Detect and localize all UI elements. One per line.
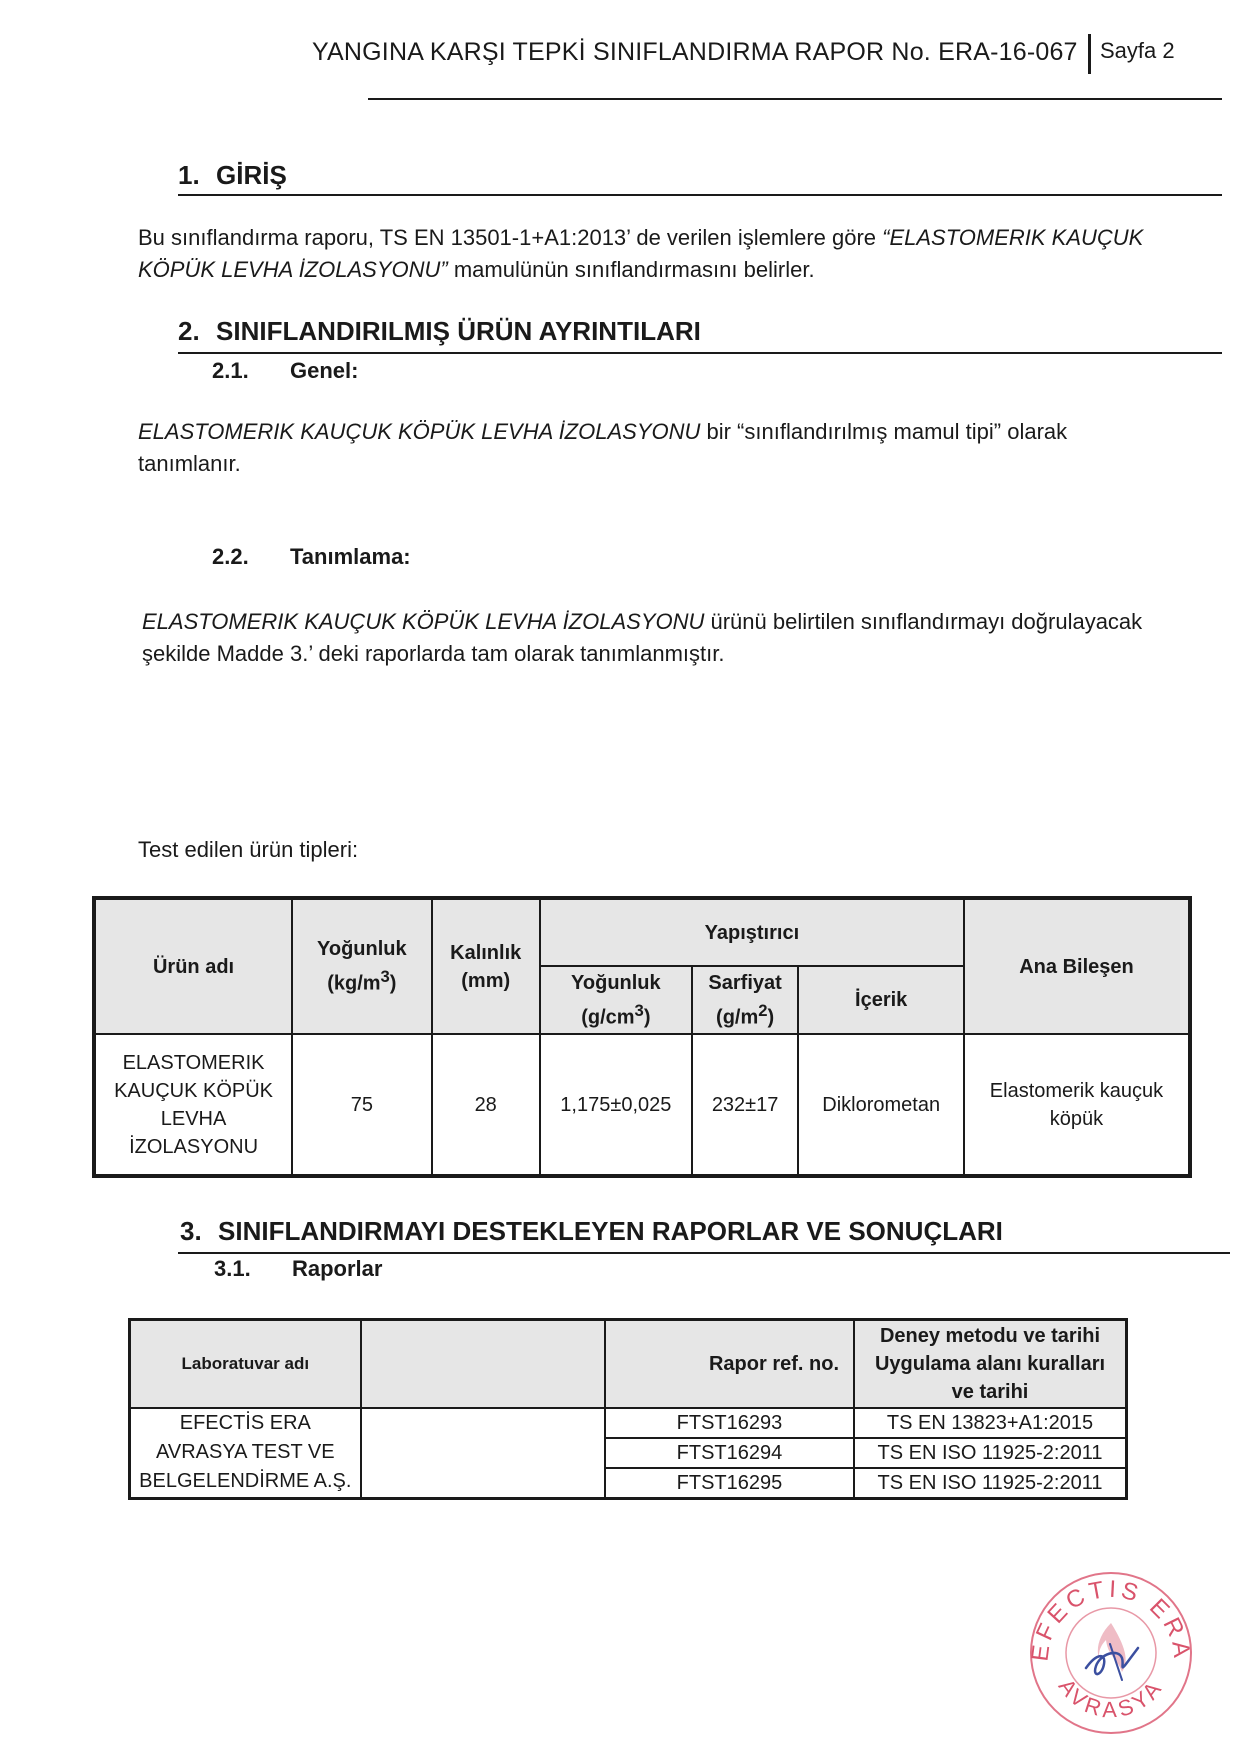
stamp-top-text: EFECTIS ERA: [1026, 1575, 1196, 1663]
th-thickness-label: Kalınlık: [450, 941, 522, 964]
th-method-line-1: Deney metodu ve tarihi: [879, 1324, 1101, 1347]
stamp-bottom-text: AVRASYA: [1053, 1673, 1169, 1723]
td-adhesive-content: Diklorometan: [798, 1034, 964, 1176]
th-density: [292, 898, 431, 1034]
section-2-rule: [178, 352, 1222, 354]
td-empty: [361, 1408, 605, 1499]
th-thickness: [432, 898, 540, 1034]
section-3-title: SINIFLANDIRMAYI DESTEKLEYEN RAPORLAR VE SONUÇLARI: [218, 1216, 1003, 1246]
td-method: TS EN ISO 11925-2:2011: [854, 1438, 1127, 1468]
subsection-2-2-title: Tanımlama:: [290, 544, 411, 569]
section-1-heading: [178, 160, 287, 191]
td-method: TS EN 13823+A1:2015: [854, 1408, 1127, 1438]
th-method-line-2: Uygulama alanı kuralları: [874, 1352, 1106, 1375]
section-2-number: 2.: [178, 316, 200, 346]
th-adh-usage-close: ): [767, 1006, 775, 1029]
th-adhesive-usage: [692, 966, 799, 1034]
th-density-sup: 3: [380, 967, 390, 987]
s2-2-text-end: şekilde Madde 3.’ deki raporlarda tam olarak tanımlanmıştır.: [142, 641, 725, 666]
page-number: Sayfa 2: [1100, 38, 1175, 63]
th-adhesive-content: İçerik: [798, 966, 964, 1034]
subsection-2-1-title: Genel:: [290, 358, 359, 383]
th-adhesive-density: [540, 966, 692, 1034]
th-method: [854, 1320, 1127, 1408]
th-laboratory: Laboratuvar adı: [130, 1320, 361, 1408]
subsection-3-1-number: 3.1.: [214, 1256, 251, 1281]
section-2-title: SINIFLANDIRILMIŞ ÜRÜN AYRINTILARI: [216, 316, 701, 346]
s2-1-text: bir “sınıflandırılmış mamul tipi” olarak: [700, 419, 1068, 444]
subsection-3-1-title: Raporlar: [292, 1256, 383, 1281]
section-1-paragraph: [138, 222, 1218, 286]
main-component-line-1: Elastomerik kauçuk: [989, 1079, 1164, 1102]
section-1-title: GİRİŞ: [216, 160, 287, 190]
td-main-component: [964, 1034, 1190, 1176]
tested-products-label: Test edilen ürün tipleri:: [138, 837, 359, 862]
s1-product-a: “ELASTOMERIK KAUÇUK: [882, 225, 1144, 250]
th-adh-usage-unit: (g/m: [716, 1006, 759, 1029]
th-density-close: ): [389, 972, 397, 995]
td-adhesive-density: 1,175±0,025: [540, 1034, 692, 1176]
th-adhesive: Yapıştırıcı: [540, 898, 964, 966]
th-adh-density-label: Yoğunluk: [571, 971, 661, 994]
header-rule: [368, 98, 1222, 100]
td-thickness: 28: [432, 1034, 540, 1176]
lab-line-1: EFECTİS ERA: [179, 1412, 311, 1434]
td-report-ref: FTST16294: [605, 1438, 854, 1468]
td-method: TS EN ISO 11925-2:2011: [854, 1468, 1127, 1499]
section-1-rule: [178, 194, 1222, 196]
th-density-unit: (kg/m: [327, 972, 381, 995]
td-density: 75: [292, 1034, 431, 1176]
product-name-line-1: ELASTOMERIK: [122, 1051, 265, 1074]
th-adh-usage-sup: 2: [758, 1000, 768, 1020]
s1-text-d: mamulünün sınıflandırmasını belirler.: [447, 257, 815, 282]
subsection-2-1-heading: [212, 358, 358, 384]
lab-line-3: BELGELENDİRME A.Ş.: [139, 1470, 352, 1492]
section-3-number: 3.: [180, 1216, 202, 1246]
subsection-2-1-paragraph: [138, 416, 1218, 480]
td-report-ref: FTST16295: [605, 1468, 854, 1499]
s2-1-text-end: tanımlanır.: [138, 451, 241, 476]
th-report-ref: Rapor ref. no.: [605, 1320, 854, 1408]
section-2-heading: [178, 316, 701, 347]
td-product-name: [94, 1034, 292, 1176]
th-thickness-unit: (mm): [461, 969, 511, 992]
th-adh-usage-label: Sarfiyat: [708, 971, 782, 994]
section-1-number: 1.: [178, 160, 200, 190]
s1-text-a: Bu sınıflandırma raporu, TS EN 13501-1+A1:2013’ de verilen işlemlere göre: [138, 225, 883, 250]
header-separator: [1088, 34, 1091, 74]
product-types-table: [92, 896, 1192, 1178]
subsection-2-2-paragraph: [142, 606, 1222, 670]
th-empty: [361, 1320, 605, 1408]
table-row: [130, 1408, 1127, 1438]
subsection-2-2-number: 2.2.: [212, 544, 249, 569]
s2-2-text: ürünü belirtilen sınıflandırmayı doğrulayacak: [704, 609, 1143, 634]
td-laboratory: [130, 1408, 361, 1499]
reports-table: [128, 1318, 1128, 1500]
lab-line-2: AVRASYA TEST VE: [156, 1441, 335, 1463]
subsection-2-2-heading: [212, 544, 411, 570]
company-stamp: [1026, 1568, 1196, 1738]
report-title: YANGINA KARŞI TEPKİ SINIFLANDIRMA RAPOR No. ERA-16-067: [312, 38, 1078, 66]
s2-1-product: ELASTOMERIK KAUÇUK KÖPÜK LEVHA İZOLASYONU: [138, 419, 701, 444]
subsection-3-1-heading: [214, 1256, 382, 1282]
th-product-name: Ürün adı: [94, 898, 292, 1034]
product-name-line-3: LEVHA: [160, 1107, 227, 1130]
th-adh-density-sup: 3: [634, 1000, 644, 1020]
td-report-ref: FTST16293: [605, 1408, 854, 1438]
product-name-line-4: İZOLASYONU: [129, 1135, 259, 1158]
s2-2-product: ELASTOMERIK KAUÇUK KÖPÜK LEVHA İZOLASYONU: [142, 609, 705, 634]
th-density-label: Yoğunluk: [317, 938, 407, 961]
th-adh-density-close: ): [643, 1006, 651, 1029]
section-3-rule: [178, 1252, 1230, 1254]
product-name-line-2: KAUÇUK KÖPÜK: [114, 1079, 274, 1102]
th-method-line-3: ve tarihi: [951, 1380, 1029, 1403]
th-adh-density-unit: (g/cm: [581, 1006, 635, 1029]
s1-product-b: KÖPÜK LEVHA İZOLASYONU”: [138, 257, 448, 282]
td-adhesive-usage: 232±17: [692, 1034, 799, 1176]
main-component-line-2: köpük: [1049, 1107, 1104, 1130]
section-3-heading: [180, 1216, 1003, 1247]
th-main-component: Ana Bileşen: [964, 898, 1190, 1034]
subsection-2-1-number: 2.1.: [212, 358, 249, 383]
table-row: [94, 1034, 1190, 1176]
